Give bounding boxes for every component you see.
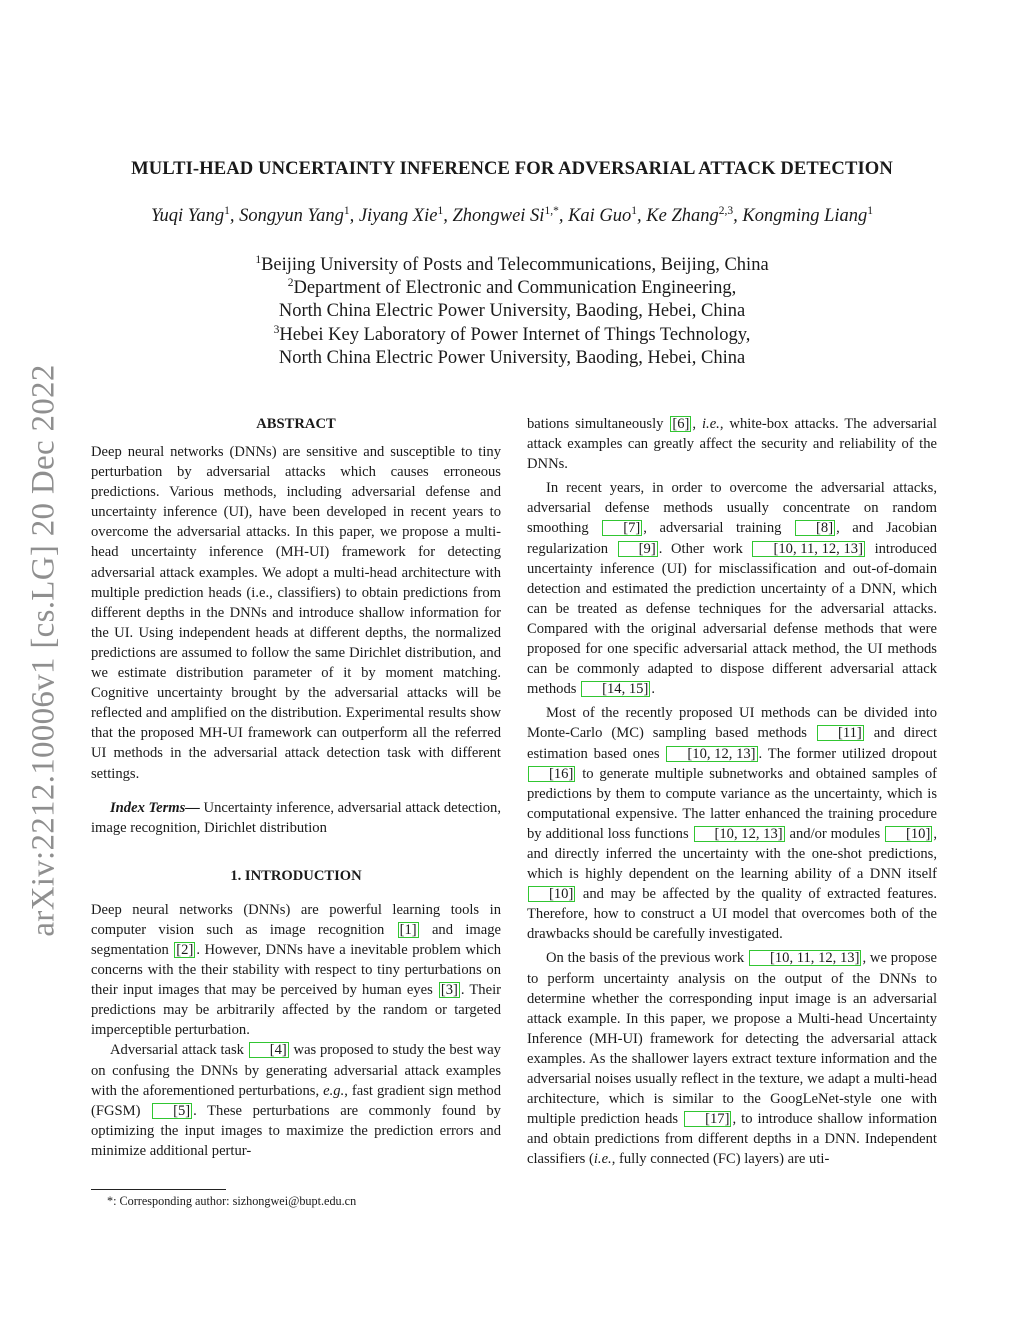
- text-run: Deep neural networks (DNNs) are powerful learning tools in computer vision such as image recognition: [91, 901, 501, 938]
- citation-link[interactable]: [5]: [152, 1103, 192, 1119]
- citation-link[interactable]: [4]: [249, 1042, 289, 1058]
- text-run: In recent years, in order to overcome the adversarial attacks, adversarial defense methods usually concentrate on random smoothing: [527, 480, 937, 537]
- text-run: , to introduce shallow information and obtain predictions from different depths in a DNN. Independent classifiers (: [527, 1111, 937, 1168]
- affiliation-text: North China Electric Power University, Baoding, Hebei, China: [278, 301, 746, 322]
- citation-link[interactable]: [7]: [602, 520, 642, 536]
- citation-link[interactable]: [3]: [440, 982, 458, 999]
- affiliation-text: Beijing University of Posts and Telecommunications, Beijing, China: [261, 255, 769, 275]
- citation-link[interactable]: [10, 12, 13]: [694, 826, 785, 842]
- author-name: Yuqi Yang: [150, 206, 225, 226]
- citation-link[interactable]: [10, 11, 12, 13]: [749, 950, 861, 966]
- citation-link[interactable]: [16]: [528, 766, 575, 782]
- author-name: Kongming Liang: [742, 206, 868, 226]
- italic-term: e.g.: [323, 1082, 345, 1099]
- author-affiliation-mark: 1: [631, 205, 638, 217]
- author-name: Ke Zhang: [646, 206, 719, 226]
- text-run: . The former utilized dropout: [758, 745, 937, 762]
- author-name: Jiyang Xie: [358, 206, 438, 226]
- affiliation-line: [80, 254, 944, 277]
- author-name: Songyun Yang: [239, 206, 344, 226]
- text-run: . Their predictions may be arbitrarily affected by the random or targeted imperceptible perturbation.: [91, 982, 501, 1039]
- intro-paragraph-3: [527, 414, 937, 474]
- affiliation-line: [80, 347, 944, 370]
- text-run: , adversarial training: [643, 520, 795, 537]
- text-run: and/or modules: [785, 825, 885, 842]
- italic-term: i.e.: [593, 1151, 612, 1168]
- affiliation-text: North China Electric Power University, Baoding, Hebei, China: [278, 347, 746, 368]
- citation-link[interactable]: [17]: [684, 1111, 731, 1127]
- intro-paragraph-1: [91, 900, 501, 1041]
- arxiv-identifier-text: arXiv:2212.10006v1 [cs.LG] 20 Dec 2022: [25, 363, 62, 937]
- text-run: ,: [692, 416, 702, 432]
- author-affiliation-mark: 1: [437, 205, 444, 217]
- affiliation-text: Hebei Key Laboratory of Power Internet of Things Technology,: [279, 324, 751, 345]
- citation-link[interactable]: [10, 11, 12, 13]: [752, 541, 864, 557]
- intro-paragraph-2: [91, 1040, 501, 1161]
- text-run: , and Jacobian regularization: [527, 520, 937, 557]
- index-terms: [91, 798, 501, 838]
- citation-link[interactable]: [2]: [176, 941, 194, 958]
- author-affiliation-mark: 1,*: [544, 205, 559, 217]
- left-column: [91, 414, 501, 1161]
- text-run: , and directly inferred the uncertainty with the one-shot predictions, which is highly dependent on the learning ability of a DNN itself: [527, 825, 937, 883]
- italic-term: i.e.: [702, 416, 720, 432]
- right-column: [527, 414, 937, 1169]
- text-run: . Other work: [658, 540, 752, 557]
- text-run: and direct estimation based ones: [527, 725, 938, 762]
- affiliation-number: 2: [287, 277, 294, 290]
- affiliation-number: 3: [273, 323, 280, 336]
- citation-link[interactable]: [14, 15]: [581, 681, 650, 697]
- citation-link[interactable]: [10]: [528, 886, 575, 902]
- text-run: On the basis of the previous work: [546, 950, 748, 967]
- index-terms-text: Uncertainty inference, adversarial attack detection, image recognition, Dirichlet distribution: [91, 799, 501, 836]
- citation-link[interactable]: [8]: [795, 520, 835, 536]
- text-run: .: [651, 681, 655, 698]
- text-run: was proposed to study the best way on confusing the DNNs by generating adversarial attack examples with the aforementioned perturbations,: [91, 1042, 501, 1099]
- citation-link[interactable]: [6]: [672, 416, 690, 432]
- intro-paragraph-4: [527, 478, 937, 699]
- index-terms-label: Index Terms—: [110, 799, 200, 816]
- author-name: Zhongwei Si: [452, 206, 545, 226]
- author-name: Kai Guo: [568, 206, 632, 226]
- intro-paragraph-5: [527, 703, 937, 944]
- introduction-heading: 1. INTRODUCTION: [230, 867, 362, 884]
- intro-paragraph-6: [527, 948, 937, 1169]
- citation-link[interactable]: [10]: [885, 826, 932, 842]
- text-run: and image segmentation: [91, 921, 501, 958]
- text-run: bations simultaneously: [527, 416, 670, 432]
- abstract-heading: ABSTRACT: [256, 416, 336, 432]
- text-run: Adversarial attack task: [110, 1042, 248, 1059]
- text-run: and may be affected by the quality of extracted features. Therefore, how to construct a UI model that overcomes both of the drawbacks should be carefully investigated.: [527, 886, 937, 943]
- text-run: , we propose to perform uncertainty analysis on the output of the DNNs to determine whether the corresponding input image is an adversarial attack example. In this paper, we propose a Multi-head Uncertainty Inference (MH-UI) framework for detecting the adversarial attack examples. As the shallower layers extract texture information and the adversarial noises usually reflect in the texture, we adapt a multi-head architecture, which is similar to the GoogLeNet-style one with multiple prediction heads: [527, 950, 937, 1128]
- text-run: , fast gradient sign method (FGSM): [91, 1082, 501, 1119]
- arxiv-identifier: [20, 350, 68, 950]
- paper-title: MULTI-HEAD UNCERTAINTY INFERENCE FOR ADVERSARIAL ATTACK DETECTION: [131, 158, 893, 179]
- citation-link[interactable]: [10, 12, 13]: [666, 746, 757, 762]
- affiliation-number: 1: [255, 254, 262, 266]
- author-list: Yuqi Yang$^1$, Songyun Yang$^1$, Jiyang Xie$^1$, Zhongwei $Si^{1,*}$, Kai Guo$^1$, Ke Zhang$^{2,3}$, Kongming Liang$^1$: [150, 205, 874, 226]
- text-run: . These perturbations are commonly found by optimizing the input images to maximize the prediction errors and minimize additional pertur-: [91, 1102, 501, 1159]
- author-affiliation-mark: 1: [343, 205, 350, 217]
- affiliation-list: [80, 254, 944, 370]
- affiliation-line: [80, 324, 944, 347]
- abstract-text: Deep neural networks (DNNs) are sensitive and susceptible to tiny perturbation by adversarial attacks which causes erroneous predictions. Various methods, including adversarial defense and uncertainty inference (UI), have been developed in recent years to overcome the adversarial attacks. In this paper, we propose a multi-head uncertainty inference (MH-UI) framework for detecting adversarial attack examples. We adopt a multi-head architecture with multiple prediction heads (i.e., classifiers) to obtain predictions from different depths in the DNNs and introduce shallow information for the UI. Using independent heads at different depths, the normalized predictions are assumed to follow the same Dirichlet distribution, and we estimate distribution parameter of it by moment matching. Cognitive uncertainty brought by the adversarial attacks will be reflected and amplified on the distribution. Experimental results show that the proposed MH-UI framework can outperform all the referred UI methods in the adversarial attack detection task with different settings.: [91, 444, 501, 782]
- text-run: Most of the recently proposed UI methods can be divided into Monte-Carlo (MC) sampling based methods: [527, 705, 937, 742]
- citation-link[interactable]: [1]: [399, 921, 417, 938]
- corresponding-author-footnote: *: Corresponding author: sizhongwei@bupt.edu.cn: [107, 1194, 357, 1208]
- text-run: , white-box attacks. The adversarial attack examples can greatly affect the security and reliability of the DNNs.: [527, 416, 937, 473]
- text-run: . However, DNNs have a inevitable problem which concerns with the their stability with respect to tiny perturbations on their input images that may be perceived by human eyes: [91, 941, 501, 999]
- affiliation-line: [80, 277, 944, 300]
- author-affiliation-mark: 1: [867, 205, 874, 217]
- author-affiliation-mark: 2,3: [718, 205, 734, 217]
- text-run: introduced uncertainty inference (UI) for misclassification and out-of-domain detection and estimated the prediction uncertainty of a DNN, which can be treated as defense techniques for the adversarial attacks. Compared with the original adversarial defense methods that were proposed for one specific adversarial attack method, the UI methods can be commonly adapted to dispose different adversarial attack methods: [527, 540, 937, 698]
- text-run: to generate multiple subnetworks and obtained samples of predictions by them to compute variance as the uncertainty, which is computational expensive. The latter enhanced the training procedure by additional loss functions: [527, 765, 937, 842]
- citation-link[interactable]: [9]: [618, 541, 658, 557]
- footnote-divider: [91, 1189, 226, 1190]
- text-run: , fully connected (FC) layers) are uti-: [611, 1151, 830, 1168]
- author-affiliation-mark: 1: [224, 205, 230, 217]
- affiliation-text: Department of Electronic and Communication Engineering,: [293, 278, 737, 299]
- affiliation-line: [80, 300, 944, 323]
- citation-link[interactable]: [11]: [817, 725, 864, 741]
